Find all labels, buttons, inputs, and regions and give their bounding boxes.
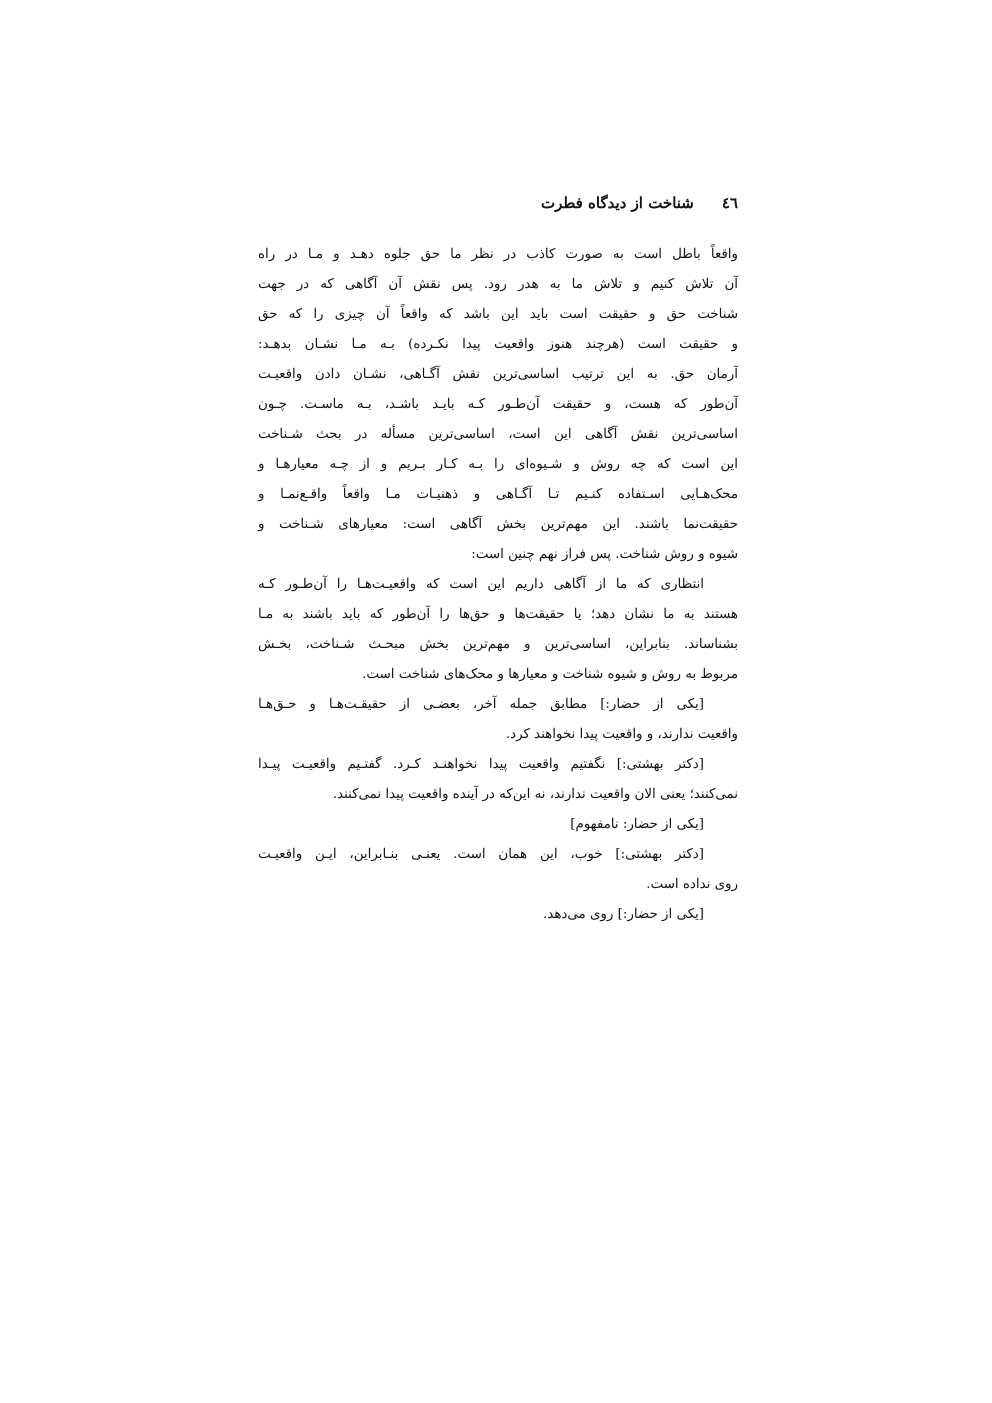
- paragraph-6: [258, 840, 738, 900]
- page-number: ٤٦: [721, 194, 738, 212]
- text-line: [یکی از حضار:] مطابق جمله آخر، بعضـی از حقیقـت‌هـا و حـق‌هـا: [258, 697, 704, 712]
- text-line: واقعاً باطل است به صورت کاذب در نظر ما حق جلوه دهـد و مـا در راه: [258, 247, 738, 262]
- text-line: شناخت حق و حقیقت است باید این باشد که واقعاً آن چیزی را که حق: [258, 307, 738, 322]
- text-line: [دکتر بهشتی:] خوب، این همان است. یعنـی بنـابراین، ایـن واقعیـت: [258, 847, 704, 862]
- text-line: [دکتر بهشتی:] نگفتیم واقعیت پیدا نخواهنـد کـرد. گفتـیم واقعیـت پیـدا: [258, 757, 704, 772]
- text-line: [یکی از حضار: نامفهوم]: [570, 817, 704, 832]
- text-line: آن‌طور که هست، و حقیقت آن‌طـور کـه بایـد باشـد، بـه ماسـت. چـون: [258, 397, 738, 412]
- paragraph-4: [258, 750, 738, 810]
- text-line: انتظاری که ما از آگاهی داریم این است که واقعیـت‌هـا را آن‌طـور کـه: [258, 577, 704, 592]
- text-line: اساسی‌ترین نقش آگاهی این است، اساسی‌ترین مسأله در بحث شـناخت: [258, 427, 738, 442]
- text-line: روی نداده است.: [646, 877, 738, 892]
- text-line: و حقیقت است (هرچند هنوز واقعیت پیدا نکـرده) بـه مـا نشـان بدهـد:: [258, 337, 738, 352]
- text-line: آن تلاش کنیم و تلاش ما به هدر رود. پس نقش آن آگاهی که در جهت: [258, 277, 738, 292]
- text-line: [یکی از حضار:] روی می‌دهد.: [543, 907, 704, 922]
- paragraph-2: [258, 570, 738, 690]
- text-line: واقعیت ندارند، و واقعیت پیدا نخواهند کرد.: [505, 727, 738, 742]
- text-line: بشناساند. بنابراین، اساسی‌ترین و مهم‌ترین بخش مبحـث شـناخت، بخـش: [258, 637, 738, 652]
- body-text: [258, 240, 738, 930]
- text-line: این است که چه روش و شـیوه‌ای را بـه کـار بـریم و از چـه معیارهـا و: [258, 457, 738, 472]
- text-line: حقیقت‌نما باشند. این مهم‌ترین بخش آگاهی است: معیارهای شـناخت و: [258, 517, 738, 532]
- chapter-title: شناخت از دیدگاه فطرت: [540, 194, 694, 212]
- text-line: هستند به ما نشان دهد؛ یا حقیقت‌ها و حق‌ها را آن‌طور که باید باشند به مـا: [258, 607, 738, 622]
- text-line: مربوط به روش و شیوه شناخت و معیارها و محک‌های شناخت است.: [362, 667, 738, 682]
- paragraph-1: [258, 240, 738, 570]
- paragraph-3: [258, 690, 738, 750]
- paragraph-5: [258, 810, 738, 840]
- text-line: آرمان حق. به این ترتیب اساسی‌ترین نقش آگـاهی، نشـان دادن واقعیـت: [258, 367, 738, 382]
- text-line: محک‌هـایی اسـتفاده کنـیم تـا آگـاهی و ذهنیـات مـا واقعاً واقـع‌نمـا و: [258, 487, 738, 502]
- running-header: [530, 188, 738, 218]
- text-line: نمی‌کنند؛ یعنی الان واقعیت ندارند، نه این‌که در آینده واقعیت پیدا نمی‌کنند.: [332, 787, 738, 802]
- paragraph-7: [258, 900, 738, 930]
- text-line: شیوه و روش شناخت. پس فراز نهم چنین است:: [471, 547, 738, 562]
